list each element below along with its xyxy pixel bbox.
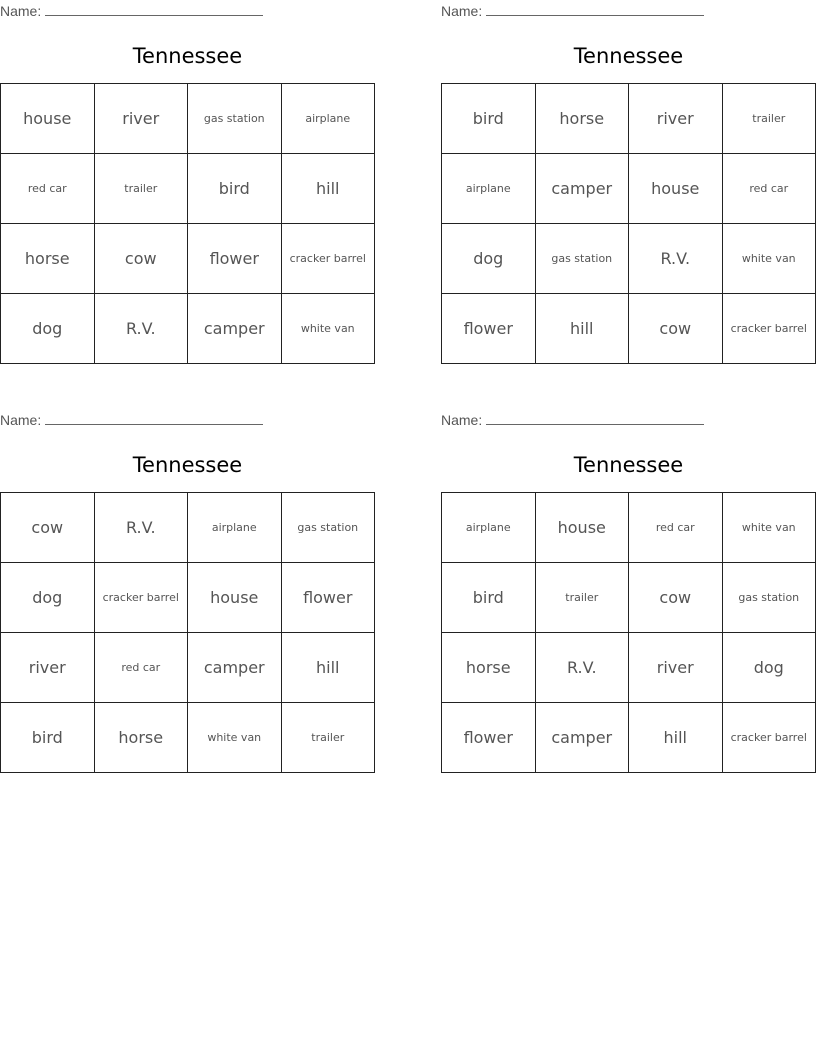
bingo-cell: camper [536,703,630,773]
bingo-cell: bird [188,154,282,224]
bingo-cell: camper [188,633,282,703]
name-label: Name: [441,412,483,428]
name-line [0,411,270,429]
bingo-cell: river [629,84,723,154]
bingo-grid [441,83,816,364]
bingo-grid [0,492,375,773]
bingo-cell: cow [95,224,189,294]
bingo-cell: dog [442,224,536,294]
name-blank-line [45,2,263,16]
bingo-cell: bird [1,703,95,773]
bingo-cell: horse [1,224,95,294]
bingo-cell: airplane [282,84,376,154]
bingo-cell: cracker barrel [723,294,816,364]
bingo-cell: gas station [536,224,630,294]
bingo-cell: cow [1,493,95,563]
bingo-cell: red car [629,493,723,563]
name-blank-line [486,411,704,425]
bingo-cell: horse [536,84,630,154]
bingo-cell: flower [442,294,536,364]
card-title: Tennessee [573,453,684,477]
bingo-cell: trailer [723,84,816,154]
bingo-cell: R.V. [95,294,189,364]
bingo-cell: red car [95,633,189,703]
bingo-cell: flower [442,703,536,773]
bingo-cell: river [95,84,189,154]
name-label: Name: [0,3,42,19]
bingo-cell: red car [1,154,95,224]
bingo-cell: river [629,633,723,703]
bingo-grid [0,83,375,364]
bingo-cell: dog [1,563,95,633]
bingo-cell: hill [536,294,630,364]
bingo-cell: cow [629,294,723,364]
bingo-cell: white van [723,493,816,563]
name-line [0,2,270,20]
bingo-cell: airplane [442,493,536,563]
bingo-card-1 [0,0,375,338]
bingo-cell: flower [282,563,376,633]
bingo-cell: bird [442,563,536,633]
bingo-cell: R.V. [95,493,189,563]
bingo-cell: red car [723,154,816,224]
name-line [441,411,711,429]
bingo-cell: house [188,563,282,633]
bingo-cell: hill [629,703,723,773]
bingo-cell: house [629,154,723,224]
bingo-cell: trailer [536,563,630,633]
card-title: Tennessee [132,453,243,477]
bingo-cell: hill [282,633,376,703]
name-blank-line [486,2,704,16]
bingo-cell: gas station [188,84,282,154]
bingo-cell: horse [442,633,536,703]
bingo-cell: cow [629,563,723,633]
bingo-cell: house [536,493,630,563]
bingo-grid [441,492,816,773]
card-title: Tennessee [573,44,684,68]
bingo-cell: camper [536,154,630,224]
bingo-cell: dog [1,294,95,364]
bingo-cell: dog [723,633,816,703]
bingo-cell: cracker barrel [95,563,189,633]
bingo-cell: airplane [188,493,282,563]
bingo-card-3 [0,409,375,747]
bingo-cell: trailer [95,154,189,224]
bingo-cell: white van [282,294,376,364]
bingo-cell: cracker barrel [282,224,376,294]
bingo-cell: gas station [282,493,376,563]
bingo-cell: R.V. [536,633,630,703]
bingo-cell: airplane [442,154,536,224]
bingo-card-2 [441,0,816,338]
bingo-cell: flower [188,224,282,294]
name-blank-line [45,411,263,425]
name-label: Name: [0,412,42,428]
bingo-cell: horse [95,703,189,773]
bingo-cell: trailer [282,703,376,773]
bingo-cell: river [1,633,95,703]
bingo-cell: bird [442,84,536,154]
bingo-cell: gas station [723,563,816,633]
name-label: Name: [441,3,483,19]
bingo-cell: R.V. [629,224,723,294]
card-title: Tennessee [132,44,243,68]
bingo-cell: white van [723,224,816,294]
name-line [441,2,711,20]
bingo-card-4 [441,409,816,747]
bingo-cell: hill [282,154,376,224]
bingo-cell: house [1,84,95,154]
bingo-cell: cracker barrel [723,703,816,773]
bingo-cell: camper [188,294,282,364]
bingo-cell: white van [188,703,282,773]
